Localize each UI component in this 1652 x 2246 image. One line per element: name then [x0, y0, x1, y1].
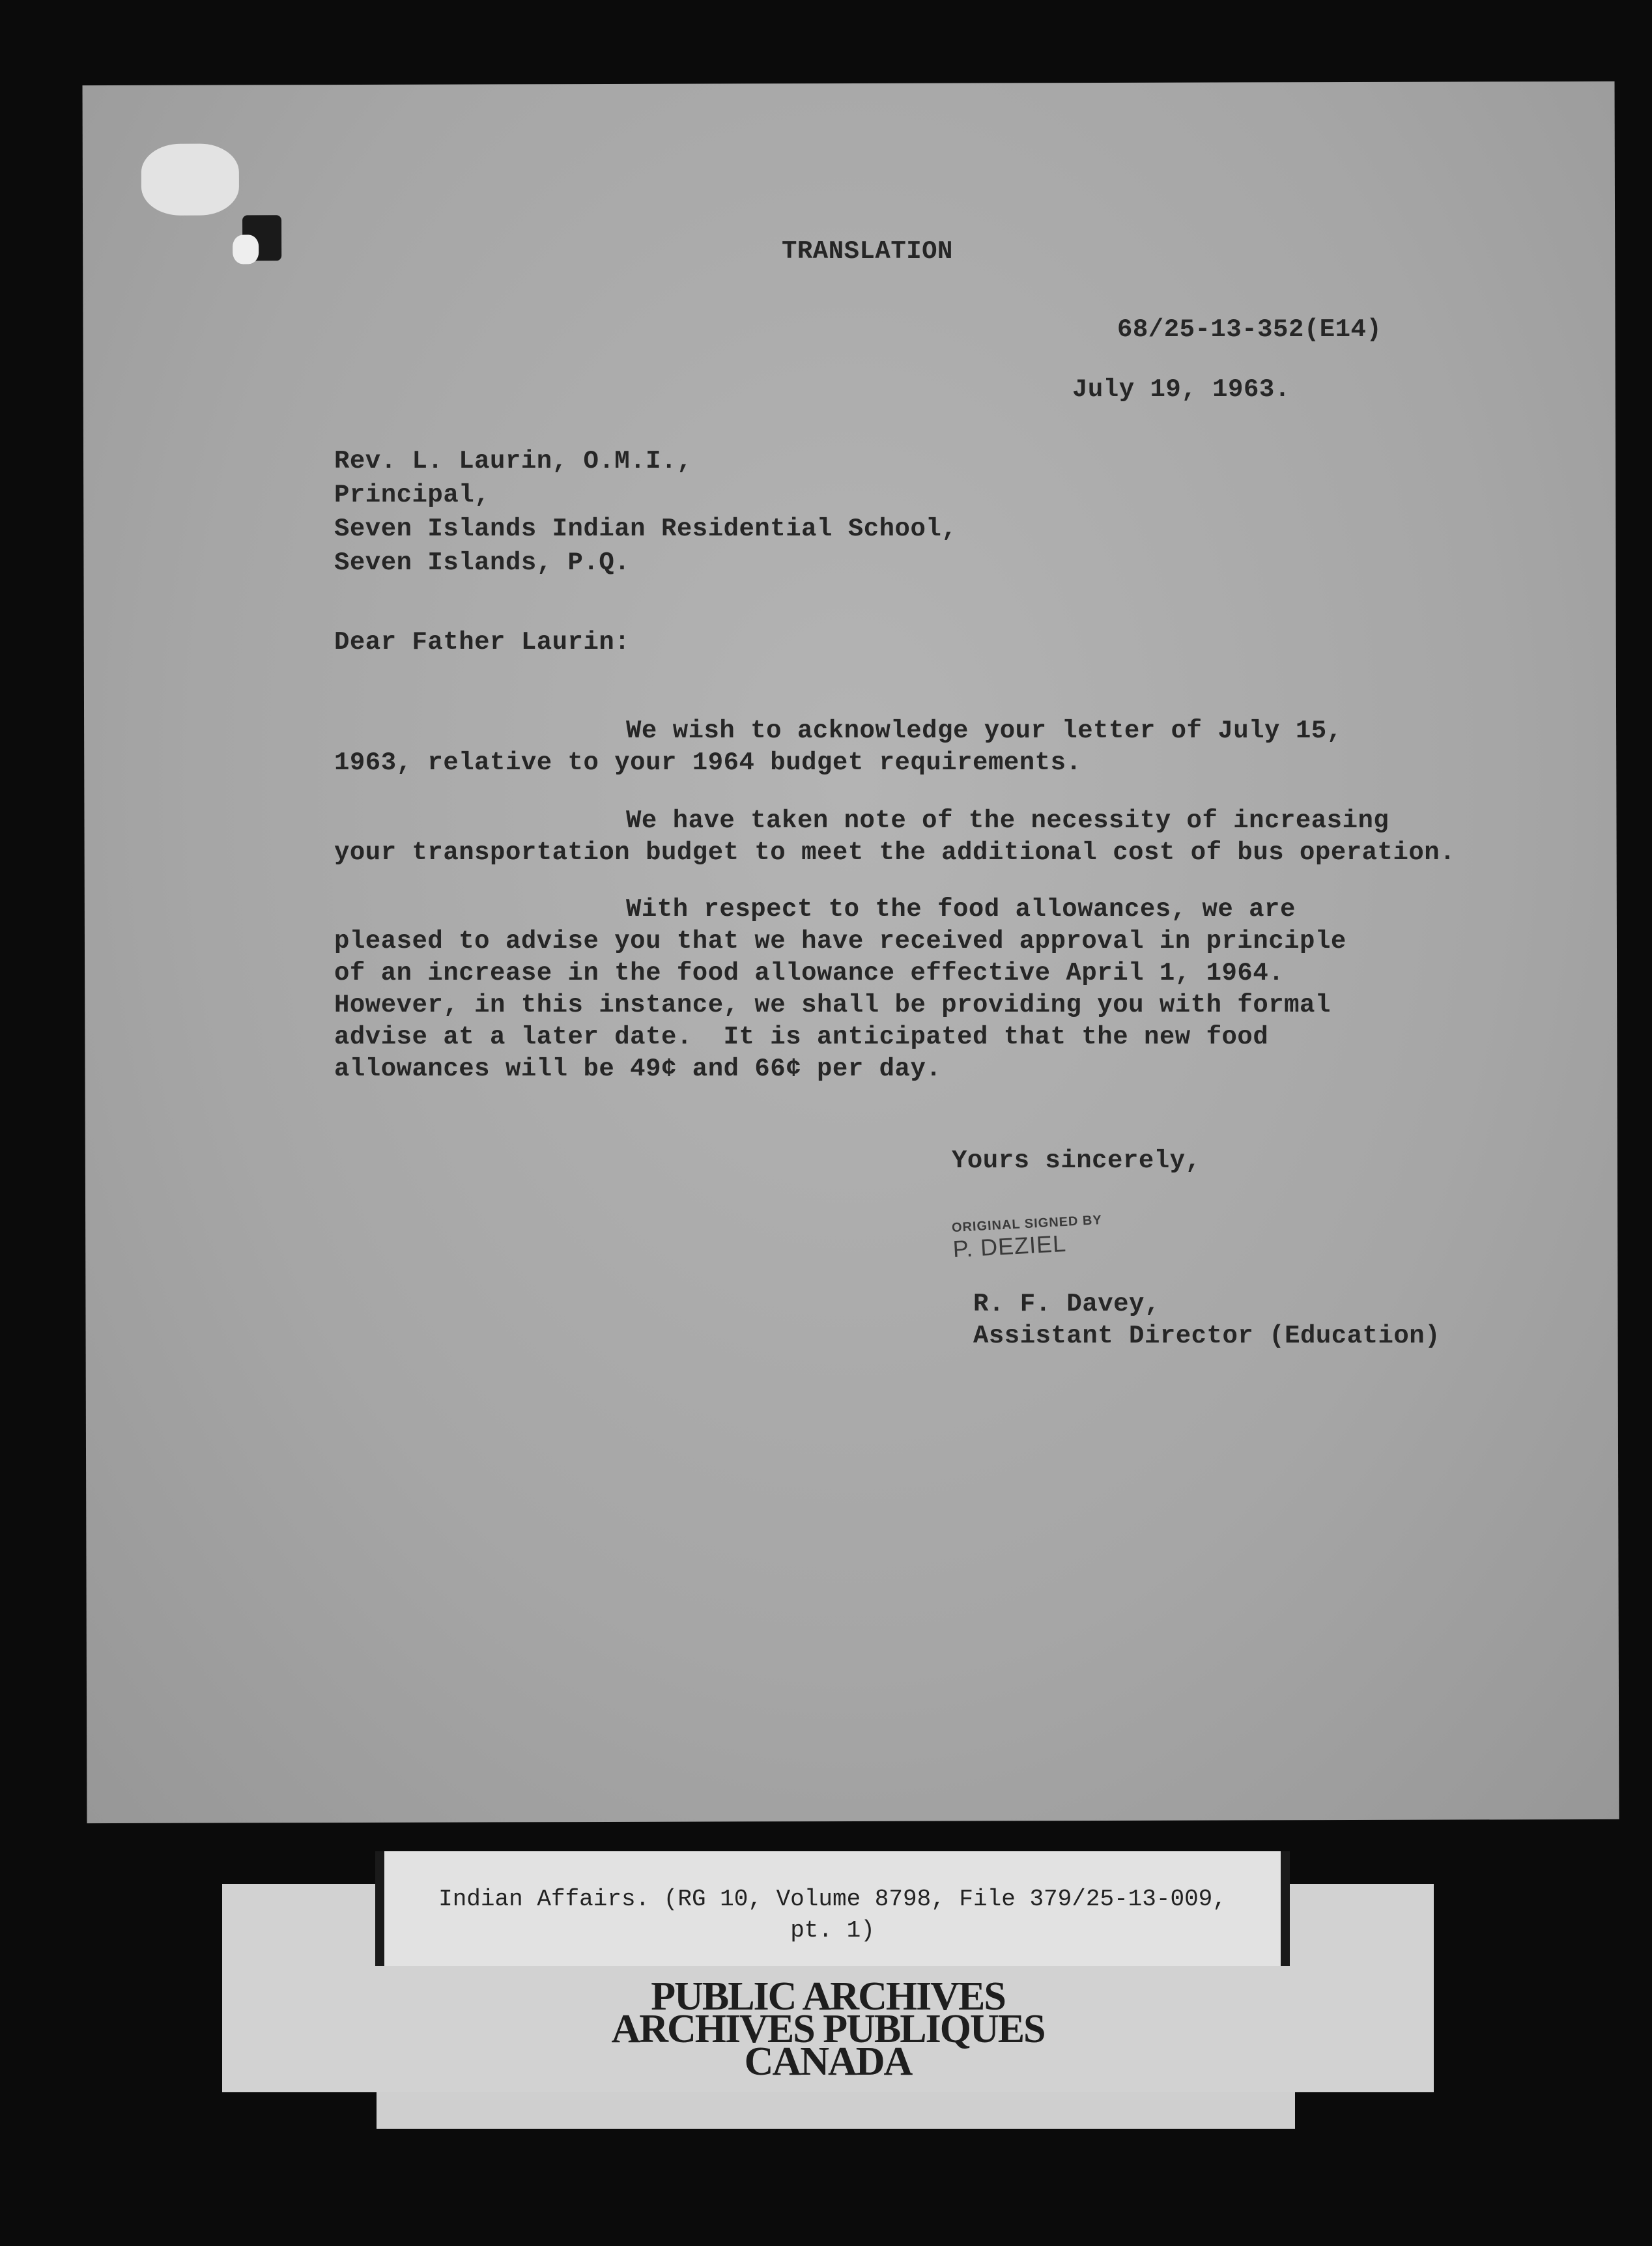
address-line: Rev. L. Laurin, O.M.I.,	[334, 447, 692, 476]
reference-line: Indian Affairs. (RG 10, Volume 8798, File 379/25-13-009,	[438, 1886, 1227, 1912]
paragraph-3	[334, 894, 1346, 1085]
paragraph-line: We have taken note of the necessity of increasing	[626, 806, 1389, 835]
paragraph-2	[334, 805, 1455, 869]
file-reference: 68/25-13-352(E14)	[1117, 315, 1382, 344]
paper-damage-mark	[233, 235, 259, 264]
archive-label-strip	[377, 2092, 1295, 2129]
salutation: Dear Father Laurin:	[334, 628, 631, 657]
address-line: Seven Islands Indian Residential School,	[334, 515, 958, 543]
signatory-block	[973, 1288, 1440, 1352]
paragraph-1	[334, 715, 1343, 779]
archive-reference	[384, 1884, 1281, 1946]
institution-line: CANADA	[744, 2040, 912, 2084]
paragraph-line: pleased to advise you that we have received approval in principle	[334, 927, 1346, 956]
recipient-address	[334, 444, 957, 580]
paragraph-line: allowances will be 49¢ and 66¢ per day.	[334, 1055, 942, 1083]
address-line: Seven Islands, P.Q.	[334, 548, 631, 577]
letter-date: July 19, 1963.	[1072, 375, 1290, 404]
archive-institution	[222, 1974, 1434, 2084]
institution-line: ARCHIVES PUBLIQUES	[611, 2007, 1045, 2051]
paragraph-line: We wish to acknowledge your letter of July 15,	[626, 717, 1343, 745]
address-line: Principal,	[334, 481, 491, 509]
stamp-name: P. DEZIEL	[952, 1229, 1067, 1263]
letter-heading: TRANSLATION	[782, 237, 953, 266]
paragraph-line: of an increase in the food allowance effective April 1, 1964.	[334, 959, 1285, 988]
paragraph-line: your transportation budget to meet the additional cost of bus operation.	[334, 838, 1456, 867]
signature-stamp	[951, 1213, 1104, 1263]
paragraph-line: However, in this instance, we shall be providing you with formal	[334, 991, 1331, 1019]
archive-reference-label	[375, 1851, 1290, 1966]
signatory-title: Assistant Director (Education)	[973, 1322, 1441, 1350]
reference-line: pt. 1)	[790, 1917, 875, 1944]
paragraph-line: 1963, relative to your 1964 budget requirements.	[334, 748, 1082, 777]
stamp-line: ORIGINAL SIGNED BY	[951, 1212, 1103, 1236]
closing: Yours sincerely,	[952, 1146, 1201, 1175]
institution-line: PUBLIC ARCHIVES	[651, 1974, 1005, 2019]
signatory-name: R. F. Davey,	[973, 1290, 1160, 1318]
paper-damage-mark	[141, 143, 239, 215]
paragraph-line: advise at a later date. It is anticipated that the new food	[334, 1023, 1269, 1051]
paragraph-line: With respect to the food allowances, we are	[626, 895, 1296, 924]
